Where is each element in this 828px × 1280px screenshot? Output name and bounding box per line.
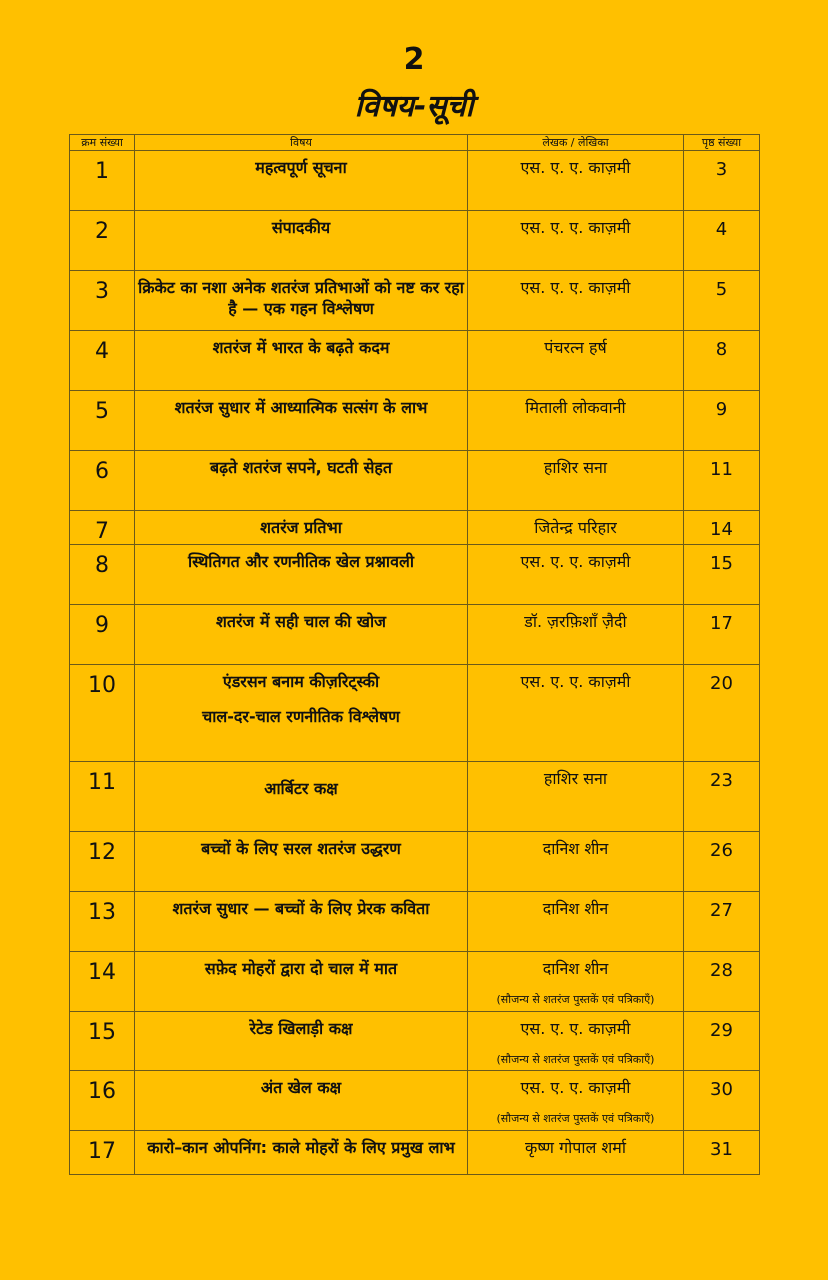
serial-cell: 10: [70, 665, 135, 762]
page-cell: 8: [684, 331, 760, 391]
author-text: मिताली लोकवानी: [525, 398, 626, 417]
author-cell: [468, 665, 684, 762]
contents-table: [69, 134, 760, 1175]
courtesy-note: (सौजन्य से शतरंज पुस्तकें एवं पत्रिकाएँ): [496, 1112, 655, 1125]
page-cell: 17: [684, 605, 760, 665]
topic-subtext: चाल-दर-चाल रणनीतिक विश्लेषण: [202, 707, 400, 726]
table-row: [70, 271, 760, 331]
page-cell: 9: [684, 391, 760, 451]
table-row: [70, 605, 760, 665]
topic-cell: [135, 762, 468, 832]
topic-text: शतरंज में भारत के बढ़ते कदम: [212, 338, 390, 357]
author-text: हाशिर सना: [543, 769, 608, 788]
serial-cell: 3: [70, 271, 135, 331]
topic-cell: [135, 331, 468, 391]
page-cell: 30: [684, 1071, 760, 1131]
author-cell: [468, 1131, 684, 1175]
topic-text: स्थितिगत और रणनीतिक खेल प्रश्नावली: [188, 552, 414, 571]
topic-cell: [135, 451, 468, 511]
author-cell: [468, 331, 684, 391]
topic-text: शतरंज सुधार में आध्यात्मिक सत्संग के लाभ: [174, 398, 428, 417]
table-header-row: [70, 135, 760, 151]
author-text: हाशिर सना: [543, 458, 608, 477]
table-row: [70, 391, 760, 451]
page-cell: 23: [684, 762, 760, 832]
author-text: दानिश शीन: [542, 839, 609, 858]
topic-cell: [135, 832, 468, 892]
topic-text: महत्वपूर्ण सूचना: [255, 158, 347, 177]
author-text: एस. ए. ए. काज़मी: [520, 1078, 631, 1097]
topic-text: आर्बिटर कक्ष: [264, 779, 338, 798]
topic-text: बच्चों के लिए सरल शतरंज उद्धरण: [201, 839, 401, 858]
topic-cell: [135, 892, 468, 952]
author-cell: [468, 952, 684, 1012]
topic-cell: [135, 545, 468, 605]
serial-cell: 1: [70, 151, 135, 211]
table-row: [70, 1071, 760, 1131]
page-cell: 20: [684, 665, 760, 762]
table-row: [70, 331, 760, 391]
topic-cell: [135, 151, 468, 211]
page-cell: 11: [684, 451, 760, 511]
serial-cell: 5: [70, 391, 135, 451]
topic-text: शतरंज में सही चाल की खोज: [216, 612, 386, 631]
topic-text: रेटेड खिलाड़ी कक्ष: [249, 1019, 353, 1038]
table-row: [70, 952, 760, 1012]
topic-cell: [135, 1012, 468, 1071]
serial-cell: 16: [70, 1071, 135, 1131]
serial-cell: 11: [70, 762, 135, 832]
table-row: [70, 511, 760, 545]
author-cell: [468, 545, 684, 605]
table-row: [70, 762, 760, 832]
table-row: [70, 451, 760, 511]
page-cell: 26: [684, 832, 760, 892]
page-cell: 15: [684, 545, 760, 605]
topic-text: शतरंज प्रतिभा: [260, 518, 342, 537]
author-text: एस. ए. ए. काज़मी: [520, 1019, 631, 1038]
author-cell: [468, 1012, 684, 1071]
page-cell: 4: [684, 211, 760, 271]
table-row: [70, 1012, 760, 1071]
serial-cell: 14: [70, 952, 135, 1012]
page-cell: 5: [684, 271, 760, 331]
author-text: जितेन्द्र परिहार: [534, 518, 617, 537]
page-cell: 29: [684, 1012, 760, 1071]
page-cell: 3: [684, 151, 760, 211]
topic-cell: [135, 1071, 468, 1131]
page-cell: 31: [684, 1131, 760, 1175]
header-author: लेखक / लेखिका: [468, 135, 684, 151]
author-cell: [468, 211, 684, 271]
topic-text: एंडरसन बनाम कीज़रिट्स्की: [222, 672, 380, 691]
serial-cell: 8: [70, 545, 135, 605]
table-row: [70, 1131, 760, 1175]
author-text: एस. ए. ए. काज़मी: [520, 158, 631, 177]
serial-cell: 6: [70, 451, 135, 511]
topic-text: क्रिकेट का नशा अनेक शतरंज प्रतिभाओं को नष्ट कर रहा है — एक गहन विश्लेषण: [138, 278, 464, 318]
author-cell: [468, 451, 684, 511]
author-text: दानिश शीन: [542, 899, 609, 918]
courtesy-note: (सौजन्य से शतरंज पुस्तकें एवं पत्रिकाएँ): [496, 1053, 655, 1066]
author-cell: [468, 892, 684, 952]
page-cell: 28: [684, 952, 760, 1012]
header-page: पृष्ठ संख्या: [684, 135, 760, 151]
page-number: 2: [403, 42, 425, 77]
topic-cell: [135, 952, 468, 1012]
table-row: [70, 545, 760, 605]
topic-cell: [135, 271, 468, 331]
author-text: एस. ए. ए. काज़मी: [520, 672, 631, 691]
author-cell: [468, 391, 684, 451]
page-cell: 14: [684, 511, 760, 545]
author-cell: [468, 832, 684, 892]
author-text: एस. ए. ए. काज़मी: [520, 218, 631, 237]
author-cell: [468, 511, 684, 545]
topic-cell: [135, 511, 468, 545]
author-cell: [468, 605, 684, 665]
author-text: कृष्ण गोपाल शर्मा: [524, 1138, 626, 1157]
topic-cell: [135, 605, 468, 665]
topic-text: सफ़ेद मोहरों द्वारा दो चाल में मात: [204, 959, 398, 978]
table-row: [70, 892, 760, 952]
author-text: एस. ए. ए. काज़मी: [520, 278, 631, 297]
header-topic: विषय: [135, 135, 468, 151]
topic-text: संपादकीय: [271, 218, 331, 237]
topic-text: बढ़ते शतरंज सपने, घटती सेहत: [209, 458, 393, 477]
serial-cell: 7: [70, 511, 135, 545]
author-cell: [468, 1071, 684, 1131]
topic-text: अंत खेल कक्ष: [260, 1078, 342, 1097]
serial-cell: 13: [70, 892, 135, 952]
table-row: [70, 151, 760, 211]
author-cell: [468, 271, 684, 331]
author-text: एस. ए. ए. काज़मी: [520, 552, 631, 571]
header-serial: क्रम संख्या: [70, 135, 135, 151]
topic-text: कारो–कान ओपनिंग: काले मोहरों के लिए प्रमुख लाभ: [147, 1138, 455, 1157]
author-cell: [468, 151, 684, 211]
table-row: [70, 832, 760, 892]
topic-cell: [135, 665, 468, 762]
topic-cell: [135, 211, 468, 271]
serial-cell: 2: [70, 211, 135, 271]
topic-text: शतरंज सुधार — बच्चों के लिए प्रेरक कविता: [172, 899, 430, 918]
serial-cell: 12: [70, 832, 135, 892]
serial-cell: 4: [70, 331, 135, 391]
topic-cell: [135, 1131, 468, 1175]
serial-cell: 15: [70, 1012, 135, 1071]
author-text: पंचरत्न हर्ष: [544, 338, 607, 357]
serial-cell: 9: [70, 605, 135, 665]
page-title: विषय-सूची: [354, 89, 474, 124]
table-row: [70, 665, 760, 762]
table-row: [70, 211, 760, 271]
serial-cell: 17: [70, 1131, 135, 1175]
author-text: डॉ. ज़रफ़िशाँ ज़ैदी: [524, 612, 627, 631]
author-cell: [468, 762, 684, 832]
page-cell: 27: [684, 892, 760, 952]
courtesy-note: (सौजन्य से शतरंज पुस्तकें एवं पत्रिकाएँ): [496, 993, 655, 1006]
topic-cell: [135, 391, 468, 451]
author-text: दानिश शीन: [542, 959, 609, 978]
